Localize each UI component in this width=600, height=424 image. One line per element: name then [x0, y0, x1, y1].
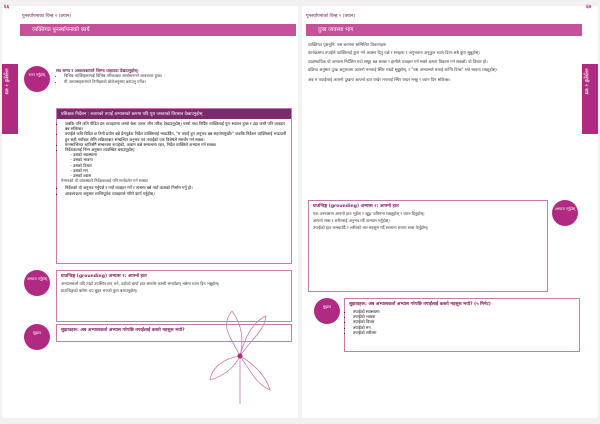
grounding-exercise-1-body: अभ्यासकर्ता यदि त्यहाँ उपस्थित छन् भने, उहाँको बायाँ हात समातेर कसरी समाउँछन् भन्नेमा ध्यान दिन भन्नुहोस्। [61, 281, 220, 286]
right-paragraph: प्रक्रिया अनुसार दुःख अनुभवमा आफ्नो मनलाई स्थिर राख्दै सुन्नुहोस्, र "यस अभ्यासले मलाई शान्ति दिन्छ" भन्ने भावना राख्नुहोस्। [308, 67, 498, 73]
grounding-exercise-2-body: एक अभ्यासमा आफ्नो हात भुइँमा र खुट्टा जमिनमा राख्नुहोस् र ध्यान दिनुहोस्। [313, 211, 425, 216]
left-page-number: ६६ [4, 4, 10, 10]
right-side-tab-label: अनुसूची २ सत्र [583, 68, 589, 95]
right-tip-item: • तपाईंको भावना [353, 314, 579, 319]
left-tip-title: सुझावहरू: अब अभ्यासकर्ता अभ्यास गरेपछि तपाईंलाई कस्तो महसुस भयो? [61, 328, 185, 333]
instruction-item: • मानसाभिलत शांतिसँगै सम्बन्धमा रूपहेको, आराम कन्ने सम्बन्धमा रहन, निर्देश व्यक्तिले अभ्यास गर्न सक्छ। [65, 142, 287, 147]
reflect-badge [24, 66, 50, 92]
right-body-text [308, 42, 576, 82]
instruction-item: • आवश्यकता अनुसार शान्तिपूर्वक व्यवहारले गरिने कार्य गर्नुहोस्। [65, 191, 291, 196]
sub-item: - उसको स्वास्थ्यमा [73, 152, 291, 157]
tip-badge-label: सुझाव [32, 331, 42, 335]
trainer-instruction-box [56, 108, 292, 264]
left-note [56, 68, 288, 84]
right-tip-item: • तपाईंको विचार [353, 319, 579, 324]
grounding-exercise-1-body: ग्राउन्डिङ्गको बारेमा थप बुझ्न भएको कुरा बताउनुहोस्। [61, 288, 138, 294]
right-section-band: दुःख व्यवस्था भाग [306, 24, 582, 36]
left-side-tab-label: अनुसूची २ सत्र [3, 68, 9, 95]
practice-badge-label: अभ्यास गर्नुहोस् [26, 277, 48, 281]
right-tip-item: • तपाईंको शरीरमा [353, 330, 579, 335]
right-running-header: पुनर्स्थापनाको चिन्ह २ (क्यान) [306, 14, 356, 19]
sub-item: - उसको विचार [73, 163, 291, 168]
right-paragraph: व्यवस्थापिक यो अभ्यास निर्देशित गर्दा समूह बन्न सक्छ र हामीले व्यवहार गर्न सक्ने क्षमता विकास गर्न सक्छौं। यो विचार हो। [308, 58, 488, 64]
right-page-number: ६७ [586, 4, 592, 10]
left-note-title: सत्र समय र आवश्यकताले जिम्मा थाहाउदा देखाउनुहोस्। [56, 68, 139, 73]
grounding-exercise-2-title: ग्राउन्डिङ्ग (grounding) अभ्यास २: आफ्नो हात [313, 204, 399, 209]
sub-item: - उसको श्वास [73, 173, 291, 178]
left-section-band: व्यक्तिगत पुनर्स्थापनाको कार्य [20, 24, 296, 36]
left-note-line: • विभिन्न व्यक्तिहरूलाई विभिन्न तरिकाबाट सम्बोधनगर्न आवश्यक हुन्छ। [64, 73, 288, 78]
grounding-exercise-2-body: आफ्नो सास र शरीरलाई अनुभव गर्दै अभ्यास गर्नुहोस्। [313, 218, 390, 224]
trainer-instruction-heading: प्रशिक्षक निर्देशन : बजारको तपाईं अभ्यासको क्रममा यदि पूरा जनताको विरासत देखाउनुहोस् [57, 109, 291, 119]
instruction-tail: टेन्सनको यो व्यवस्थाले निर्देशकलाई पनि मार्गदर्शन गर्न सक्छ। [61, 178, 149, 184]
left-side-tab [2, 64, 18, 134]
right-closing-paragraph: अब म तपाईंलाई आफ्नो दुखमा आफ्नो हात राखेर मनलाई स्थिर राख्न भन्छु र ध्यान दिन सकिन्छ। [308, 76, 451, 82]
right-tip-item: • तपाईंको स्वास्थ्यमा [353, 309, 579, 314]
instruction-item: • निर्देशकलाई निम्न अनुसार व्यवस्थित बनाउनुहोस्: [65, 147, 287, 152]
tip-badge-right-label: सुझाव [322, 305, 332, 309]
grounding-exercise-2-body: तपाईंको हात लम्ब्याउँदै र शरीरको भार महसुस गर्दै सामान्य रूपमा सास फेर्नुहोस्। [313, 225, 429, 231]
grounding-exercise-1-title: ग्राउन्डिङ्ग (grounding) अभ्यास १: आफ्नो हात [61, 274, 147, 279]
flower-illustration [200, 296, 280, 406]
right-tip-item: • तपाईंको मन [353, 325, 579, 330]
tip-badge [24, 324, 50, 350]
right-side-tab [582, 64, 598, 134]
tip-badge-right [314, 298, 340, 324]
left-note-line: • यी अभ्यासहरूमध्ये तिनीहरूले बोलेअनुसार बताउनु पर्नेछ। [64, 79, 288, 84]
sub-item: - उसको भावना [73, 157, 291, 162]
grounding-exercise-2-box [308, 200, 548, 292]
right-tip-box [344, 298, 580, 352]
sub-item: - उसको मन [73, 168, 291, 173]
instruction-item: • जबकि पनि जति पीडित हरु व्यवहारमा जस्तो बेला आएर जीन तरिक देखाउनुहोस्। यस्तो तथ्य निर्दिष्ट व्यक्तिलाई पुनः स्थापन हुन्छ र उहा जस्तै पनि व्यवहार बन्न सकिन्छ। [65, 121, 287, 131]
right-intro-label: व्यक्तिगत पृष्ठभूमि: यस चरणमा सम्मिलित विवरणहरू [308, 42, 387, 47]
instruction-item: • तपाईले कति विदित छ तिनी प्रयोग बन्ने प्रेमपूर्वक निर्देश व्यक्तिलाई भाडाउँदैन, "म तपाईं हुन अनुभव बन्न सहयोगमुखी।" जबकि निर्देशन व्यक्तिलाई भाडाउनी हुन सही नयाँबाट श्रेणि सक्रियाबाट सम्बन्धित अनुभव एवं तपाईंको एक विशेषले समर्थन गर्न सक्छ। [65, 131, 287, 141]
practice-badge-right [552, 200, 578, 226]
right-tip-title: सुझावहरू: अब अभ्यासकर्ता अभ्यास गरेपछि तपाईंलाई कस्तो महसुस भयो? (५ मिनेट) [349, 302, 491, 307]
reflect-badge-label: मनन गर्नुहोस् [28, 73, 46, 77]
right-paragraph: कार्यक्रममा तपाईंले व्यक्तिलाई कुरा गर्ने अवसर दिनु पर्छ र सम्झना र अनुभवमा अनुकूल ध्यान दिएर सबै कुरा सुन्नुहोस्। [308, 50, 480, 56]
practice-badge [24, 270, 50, 296]
practice-badge-right-label: अभ्यास गर्नुहोस् [554, 207, 576, 211]
instruction-item: • निर्देशको यो अनुभव गर्नुपर्छ र नयाँ व्यवहार गर्ने र त्यसमा बन्ने नयाँ कामको निर्माण गर्नु हो। [65, 185, 291, 190]
left-running-header: पुनर्स्थापनाका चिन्ह २ (क्यान) [22, 14, 72, 19]
